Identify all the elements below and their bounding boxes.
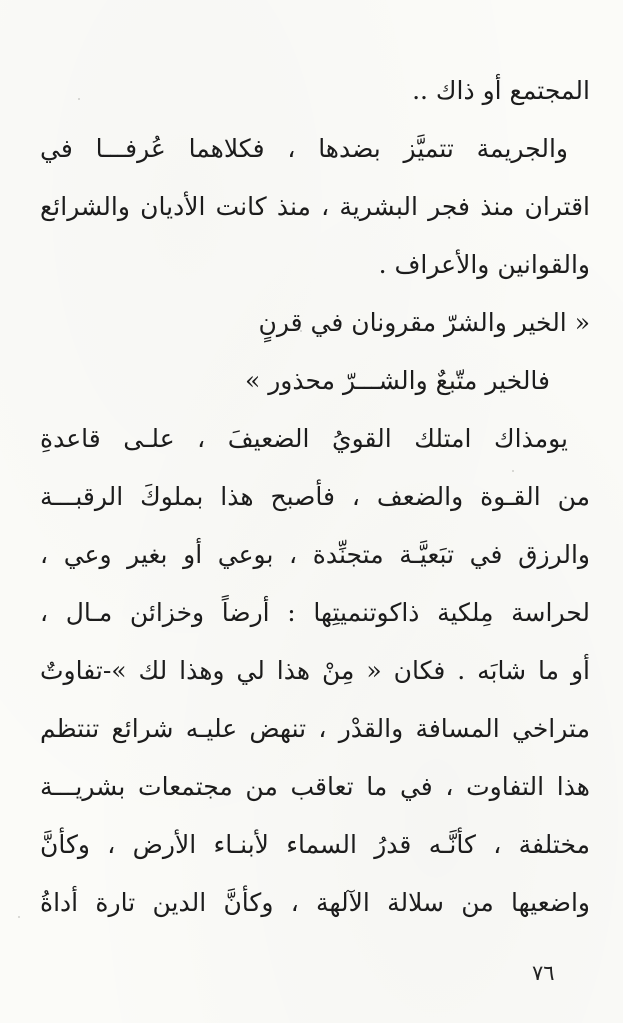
verse-line: فالخير متّبعٌ والشـــرّ محذور » xyxy=(244,366,550,395)
page-body-text xyxy=(40,62,590,932)
text-line: والقوانين والأعراف . xyxy=(378,250,590,279)
text-line: والرزق في تبَعيَّـة متجنِّدة ، بوعي أو بغير وعي ، xyxy=(40,540,590,569)
text-line: هذا التفاوت ، في ما تعاقب من مجتمعات بشريـــة xyxy=(40,772,590,801)
text-line: أو ما شابَه . فكان « مِنْ هذا لي وهذا لك »-تفاوتٌ xyxy=(40,656,590,685)
verse-line: « الخير والشرّ مقرونان في قرنٍ xyxy=(258,308,590,337)
paper-speck xyxy=(512,470,514,472)
text-line: متراخي المسافة والقدْر ، تنهض عليـه شرائع تنتظم xyxy=(40,714,590,743)
text-line: يومذاك امتلك القويُ الضعيفَ ، علـى قاعدةِ xyxy=(40,424,568,453)
text-line: اقتران منذ فجر البشرية ، منذ كانت الأديان والشرائع xyxy=(40,192,590,221)
text-line: لحراسة مِلكية ذاكوتنميتِها : أرضاً وخزائن مـال ، xyxy=(40,598,590,627)
text-line: المجتمع أو ذاك .. xyxy=(412,76,590,105)
paper-speck xyxy=(78,98,80,100)
text-line: والجريمة تتميَّز بضدها ، فكلاهما عُرفـــا في xyxy=(40,134,568,163)
text-line: من القـوة والضعف ، فأصبح هذا بملوكَ الرقبـــة xyxy=(40,482,590,511)
page-number: ٧٦ xyxy=(532,961,555,985)
paper-speck xyxy=(18,916,20,918)
text-line: واضعيها من سلالة الآلهة ، وكأنَّ الدين تارة أداةُ xyxy=(40,888,590,917)
text-line: مختلفة ، كأنَّـه قدرُ السماء لأبنـاء الأرض ، وكأنَّ xyxy=(40,830,590,859)
paper-speck xyxy=(300,330,302,332)
